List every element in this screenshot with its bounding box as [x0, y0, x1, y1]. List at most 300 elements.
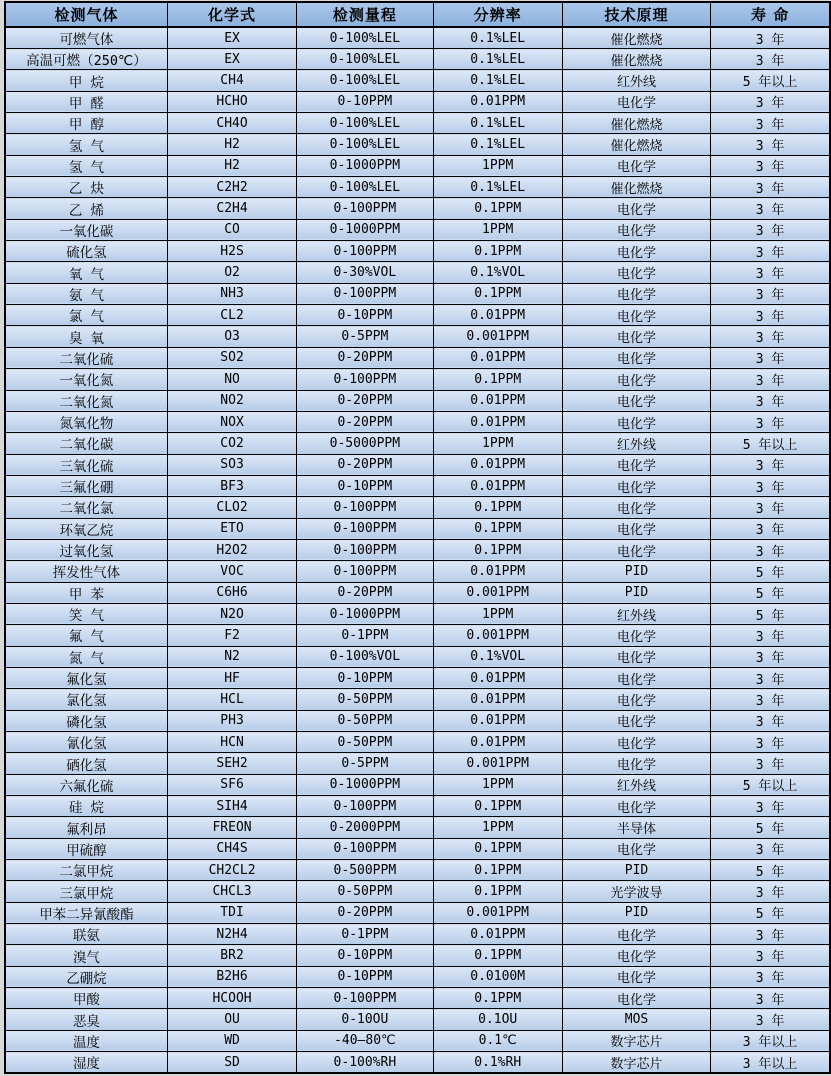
table-row — [5, 667, 830, 688]
gas-sensor-spec-table — [4, 1, 831, 1074]
table-cell-range: 0-20PPM — [297, 454, 433, 475]
table-cell-resolution: 0.001PPM — [433, 753, 562, 774]
table-row — [5, 603, 830, 624]
table-cell-lifespan: 5 年以上 — [711, 774, 830, 795]
table-cell-range: 0-100PPM — [297, 283, 433, 304]
table-cell-principle: 电化学 — [562, 241, 710, 262]
table-row — [5, 796, 830, 817]
table-row — [5, 27, 830, 49]
table-cell-gas: 六氟化硫 — [5, 774, 167, 795]
table-cell-lifespan: 3 年 — [711, 924, 830, 945]
table-cell-lifespan: 3 年 — [711, 283, 830, 304]
table-cell-formula: H2 — [167, 134, 296, 155]
table-cell-formula: HCHO — [167, 91, 296, 112]
table-cell-lifespan: 3 年 — [711, 518, 830, 539]
table-cell-resolution: 0.1PPM — [433, 796, 562, 817]
table-cell-gas: 甲酸 — [5, 988, 167, 1009]
table-cell-range: 0-100PPM — [297, 796, 433, 817]
table-cell-lifespan: 5 年 — [711, 902, 830, 923]
table-cell-gas: 甲 醇 — [5, 113, 167, 134]
table-cell-lifespan: 3 年 — [711, 326, 830, 347]
table-cell-principle: PID — [562, 902, 710, 923]
table-row — [5, 582, 830, 603]
table-row — [5, 561, 830, 582]
table-cell-formula: EX — [167, 49, 296, 70]
table-row — [5, 433, 830, 454]
table-cell-formula: O3 — [167, 326, 296, 347]
table-cell-gas: 氟化氢 — [5, 667, 167, 688]
table-cell-range: 0-100%LEL — [297, 177, 433, 198]
table-cell-resolution: 0.01PPM — [433, 454, 562, 475]
table-row — [5, 91, 830, 112]
table-cell-principle: 红外线 — [562, 603, 710, 624]
table-row — [5, 326, 830, 347]
table-cell-lifespan: 5 年 — [711, 860, 830, 881]
table-cell-lifespan: 5 年 — [711, 817, 830, 838]
table-cell-gas: 二氧化氮 — [5, 390, 167, 411]
table-cell-principle: 电化学 — [562, 966, 710, 987]
table-row — [5, 497, 830, 518]
table-row — [5, 881, 830, 902]
table-row — [5, 966, 830, 987]
table-cell-principle: 电化学 — [562, 625, 710, 646]
table-cell-resolution: 0.1PPM — [433, 497, 562, 518]
table-row — [5, 518, 830, 539]
table-cell-gas: 氯化氢 — [5, 689, 167, 710]
table-cell-principle: 红外线 — [562, 70, 710, 91]
table-cell-range: 0-100%LEL — [297, 49, 433, 70]
table-cell-range: 0-10PPM — [297, 966, 433, 987]
table-cell-range: 0-100PPM — [297, 241, 433, 262]
table-cell-range: 0-100%VOL — [297, 646, 433, 667]
table-cell-principle: 电化学 — [562, 305, 710, 326]
table-cell-gas: 二氯甲烷 — [5, 860, 167, 881]
table-row — [5, 817, 830, 838]
table-cell-gas: 硅 烷 — [5, 796, 167, 817]
table-cell-resolution: 0.1PPM — [433, 881, 562, 902]
table-row — [5, 1009, 830, 1030]
table-cell-lifespan: 3 年 — [711, 838, 830, 859]
table-cell-gas: 甲硫醇 — [5, 838, 167, 859]
table-cell-lifespan: 3 年 — [711, 753, 830, 774]
table-cell-resolution: 0.01PPM — [433, 710, 562, 731]
table-cell-gas: 过氧化氢 — [5, 539, 167, 560]
table-cell-range: 0-50PPM — [297, 881, 433, 902]
table-cell-formula: CH2CL2 — [167, 860, 296, 881]
table-cell-formula: CO2 — [167, 433, 296, 454]
table-cell-range: 0-5PPM — [297, 326, 433, 347]
table-cell-lifespan: 3 年 — [711, 625, 830, 646]
table-row — [5, 1052, 830, 1074]
table-cell-range: 0-1PPM — [297, 625, 433, 646]
table-cell-formula: N2H4 — [167, 924, 296, 945]
table-cell-resolution: 0.0100M — [433, 966, 562, 987]
table-cell-lifespan: 3 年 — [711, 177, 830, 198]
table-cell-principle: 电化学 — [562, 411, 710, 432]
table-cell-gas: 臭 氧 — [5, 326, 167, 347]
table-row — [5, 539, 830, 560]
table-cell-resolution: 0.1%LEL — [433, 134, 562, 155]
table-cell-formula: OU — [167, 1009, 296, 1030]
table-row — [5, 262, 830, 283]
table-cell-lifespan: 3 年 — [711, 988, 830, 1009]
table-cell-gas: 甲苯二异氰酸酯 — [5, 902, 167, 923]
table-cell-range: 0-100%RH — [297, 1052, 433, 1074]
table-body — [5, 27, 830, 1073]
table-cell-lifespan: 5 年 — [711, 561, 830, 582]
table-cell-lifespan: 3 年 — [711, 91, 830, 112]
table-cell-gas: 氧 气 — [5, 262, 167, 283]
table-cell-gas: 二氧化碳 — [5, 433, 167, 454]
table-cell-resolution: 0.1PPM — [433, 369, 562, 390]
table-cell-range: 0-100%LEL — [297, 70, 433, 91]
table-cell-principle: 电化学 — [562, 390, 710, 411]
table-cell-resolution: 0.1%LEL — [433, 27, 562, 49]
table-cell-formula: EX — [167, 27, 296, 49]
table-cell-formula: N2 — [167, 646, 296, 667]
table-row — [5, 475, 830, 496]
table-cell-range: 0-10PPM — [297, 305, 433, 326]
table-cell-formula: CHCL3 — [167, 881, 296, 902]
table-cell-resolution: 0.01PPM — [433, 411, 562, 432]
table-cell-formula: HCN — [167, 732, 296, 753]
table-cell-range: 0-30%VOL — [297, 262, 433, 283]
table-cell-gas: 甲 醛 — [5, 91, 167, 112]
table-cell-principle: 电化学 — [562, 518, 710, 539]
table-cell-principle: 电化学 — [562, 369, 710, 390]
table-row — [5, 134, 830, 155]
table-cell-principle: 红外线 — [562, 774, 710, 795]
table-cell-resolution: 0.1PPM — [433, 860, 562, 881]
table-cell-range: 0-100PPM — [297, 198, 433, 219]
table-cell-formula: CH4S — [167, 838, 296, 859]
table-cell-resolution: 0.01PPM — [433, 689, 562, 710]
table-cell-lifespan: 3 年 — [711, 198, 830, 219]
table-cell-formula: CO — [167, 219, 296, 240]
header-row — [5, 2, 830, 27]
table-row — [5, 219, 830, 240]
table-cell-lifespan: 3 年 — [711, 155, 830, 176]
table-cell-range: 0-1000PPM — [297, 219, 433, 240]
table-cell-gas: 氨 气 — [5, 283, 167, 304]
table-row — [5, 689, 830, 710]
table-cell-principle: 催化燃烧 — [562, 49, 710, 70]
table-cell-lifespan: 3 年 — [711, 689, 830, 710]
table-cell-principle: PID — [562, 582, 710, 603]
table-cell-formula: PH3 — [167, 710, 296, 731]
table-row — [5, 49, 830, 70]
table-cell-lifespan: 3 年 — [711, 1009, 830, 1030]
table-cell-principle: 电化学 — [562, 646, 710, 667]
table-cell-lifespan: 3 年 — [711, 945, 830, 966]
table-row — [5, 283, 830, 304]
table-cell-formula: NH3 — [167, 283, 296, 304]
table-cell-formula: H2S — [167, 241, 296, 262]
table-cell-resolution: 0.01PPM — [433, 390, 562, 411]
table-cell-lifespan: 3 年以上 — [711, 1052, 830, 1074]
table-cell-range: 0-50PPM — [297, 710, 433, 731]
table-cell-lifespan: 3 年 — [711, 219, 830, 240]
table-cell-lifespan: 3 年 — [711, 241, 830, 262]
table-cell-resolution: 0.1PPM — [433, 988, 562, 1009]
table-cell-formula: WD — [167, 1030, 296, 1051]
table-cell-gas: 三氟化硼 — [5, 475, 167, 496]
table-cell-resolution: 0.1%LEL — [433, 113, 562, 134]
table-cell-gas: 氢 气 — [5, 134, 167, 155]
table-cell-lifespan: 3 年 — [711, 881, 830, 902]
table-cell-range: 0-1000PPM — [297, 155, 433, 176]
table-cell-gas: 氟利昂 — [5, 817, 167, 838]
table-cell-formula: B2H6 — [167, 966, 296, 987]
table-cell-lifespan: 3 年 — [711, 134, 830, 155]
table-cell-formula: BR2 — [167, 945, 296, 966]
table-cell-range: 0-10PPM — [297, 91, 433, 112]
table-cell-formula: H2 — [167, 155, 296, 176]
table-row — [5, 198, 830, 219]
table-cell-gas: 氰化氢 — [5, 732, 167, 753]
table-cell-principle: 电化学 — [562, 689, 710, 710]
table-cell-range: 0-100PPM — [297, 539, 433, 560]
table-cell-gas: 一氧化碳 — [5, 219, 167, 240]
table-cell-range: -40—80℃ — [297, 1030, 433, 1051]
table-cell-principle: 电化学 — [562, 155, 710, 176]
table-cell-gas: 乙 炔 — [5, 177, 167, 198]
table-cell-lifespan: 3 年 — [711, 347, 830, 368]
table-cell-resolution: 0.1PPM — [433, 283, 562, 304]
table-cell-gas: 氢 气 — [5, 155, 167, 176]
table-row — [5, 860, 830, 881]
table-cell-principle: 电化学 — [562, 945, 710, 966]
table-cell-principle: 催化燃烧 — [562, 177, 710, 198]
table-cell-formula: C2H4 — [167, 198, 296, 219]
table-row — [5, 902, 830, 923]
table-cell-lifespan: 5 年 — [711, 603, 830, 624]
table-cell-range: 0-20PPM — [297, 902, 433, 923]
table-cell-lifespan: 3 年以上 — [711, 1030, 830, 1051]
table-row — [5, 347, 830, 368]
table-cell-range: 0-1000PPM — [297, 603, 433, 624]
table-cell-gas: 二氧化硫 — [5, 347, 167, 368]
table-cell-principle: 电化学 — [562, 924, 710, 945]
table-cell-resolution: 0.001PPM — [433, 326, 562, 347]
table-cell-gas: 一氧化氮 — [5, 369, 167, 390]
table-cell-principle: 电化学 — [562, 753, 710, 774]
table-cell-resolution: 0.1PPM — [433, 198, 562, 219]
table-cell-lifespan: 3 年 — [711, 49, 830, 70]
table-cell-resolution: 0.01PPM — [433, 924, 562, 945]
table-row — [5, 454, 830, 475]
table-cell-range: 0-2000PPM — [297, 817, 433, 838]
table-cell-resolution: 1PPM — [433, 774, 562, 795]
table-cell-formula: SO2 — [167, 347, 296, 368]
table-cell-formula: ETO — [167, 518, 296, 539]
table-cell-principle: 电化学 — [562, 262, 710, 283]
table-cell-lifespan: 3 年 — [711, 475, 830, 496]
table-cell-formula: HCL — [167, 689, 296, 710]
table-cell-principle: 电化学 — [562, 732, 710, 753]
table-row — [5, 646, 830, 667]
table-cell-range: 0-20PPM — [297, 411, 433, 432]
table-cell-range: 0-50PPM — [297, 732, 433, 753]
table-cell-formula: FREON — [167, 817, 296, 838]
table-cell-resolution: 0.1%LEL — [433, 177, 562, 198]
table-cell-range: 0-10PPM — [297, 475, 433, 496]
table-row — [5, 945, 830, 966]
table-row — [5, 369, 830, 390]
table-cell-principle: 电化学 — [562, 219, 710, 240]
table-cell-lifespan: 3 年 — [711, 454, 830, 475]
table-cell-formula: F2 — [167, 625, 296, 646]
table-cell-range: 0-20PPM — [297, 390, 433, 411]
table-row — [5, 155, 830, 176]
table-cell-lifespan: 3 年 — [711, 262, 830, 283]
table-cell-range: 0-5000PPM — [297, 433, 433, 454]
table-cell-formula: NO2 — [167, 390, 296, 411]
table-cell-principle: 电化学 — [562, 539, 710, 560]
table-row — [5, 924, 830, 945]
table-cell-resolution: 0.1%RH — [433, 1052, 562, 1074]
table-cell-resolution: 0.01PPM — [433, 305, 562, 326]
table-cell-principle: PID — [562, 561, 710, 582]
table-cell-lifespan: 3 年 — [711, 966, 830, 987]
table-cell-principle: 光学波导 — [562, 881, 710, 902]
table-cell-lifespan: 3 年 — [711, 113, 830, 134]
table-cell-gas: 三氧化硫 — [5, 454, 167, 475]
table-cell-formula: N2O — [167, 603, 296, 624]
table-cell-range: 0-5PPM — [297, 753, 433, 774]
table-cell-gas: 硫化氢 — [5, 241, 167, 262]
table-row — [5, 411, 830, 432]
table-cell-formula: SF6 — [167, 774, 296, 795]
table-cell-resolution: 0.001PPM — [433, 625, 562, 646]
table-cell-formula: BF3 — [167, 475, 296, 496]
table-cell-resolution: 0.1%LEL — [433, 70, 562, 91]
table-cell-resolution: 0.1PPM — [433, 539, 562, 560]
table-cell-principle: 催化燃烧 — [562, 27, 710, 49]
table-cell-principle: 电化学 — [562, 667, 710, 688]
table-cell-lifespan: 3 年 — [711, 411, 830, 432]
table-cell-formula: C2H2 — [167, 177, 296, 198]
table-cell-resolution: 0.1PPM — [433, 241, 562, 262]
table-cell-gas: 联氨 — [5, 924, 167, 945]
table-cell-principle: 催化燃烧 — [562, 134, 710, 155]
table-row — [5, 774, 830, 795]
table-cell-gas: 溴气 — [5, 945, 167, 966]
table-cell-resolution: 0.01PPM — [433, 91, 562, 112]
table-cell-range: 0-1PPM — [297, 924, 433, 945]
table-cell-formula: C6H6 — [167, 582, 296, 603]
table-row — [5, 241, 830, 262]
table-cell-principle: 电化学 — [562, 347, 710, 368]
table-cell-range: 0-500PPM — [297, 860, 433, 881]
table-cell-range: 0-100%LEL — [297, 134, 433, 155]
table-cell-lifespan: 3 年 — [711, 27, 830, 49]
table-cell-principle: 电化学 — [562, 710, 710, 731]
table-row — [5, 1030, 830, 1051]
table-cell-gas: 氮氧化物 — [5, 411, 167, 432]
table-cell-gas: 高温可燃（250℃） — [5, 49, 167, 70]
table-cell-formula: CLO2 — [167, 497, 296, 518]
table-row — [5, 113, 830, 134]
table-cell-principle: 电化学 — [562, 283, 710, 304]
table-cell-resolution: 0.1PPM — [433, 838, 562, 859]
table-row — [5, 753, 830, 774]
table-cell-range: 0-1000PPM — [297, 774, 433, 795]
table-cell-resolution: 0.1%VOL — [433, 646, 562, 667]
table-cell-range: 0-20PPM — [297, 347, 433, 368]
table-cell-formula: HCOOH — [167, 988, 296, 1009]
table-cell-gas: 甲 烷 — [5, 70, 167, 91]
table-cell-principle: 电化学 — [562, 796, 710, 817]
table-cell-principle: 电化学 — [562, 475, 710, 496]
table-cell-formula: CH4 — [167, 70, 296, 91]
table-cell-principle: 半导体 — [562, 817, 710, 838]
table-cell-principle: 电化学 — [562, 988, 710, 1009]
table-cell-range: 0-100PPM — [297, 518, 433, 539]
table-cell-gas: 恶臭 — [5, 1009, 167, 1030]
table-cell-lifespan: 3 年 — [711, 390, 830, 411]
table-cell-lifespan: 3 年 — [711, 732, 830, 753]
table-cell-formula: VOC — [167, 561, 296, 582]
table-cell-range: 0-100PPM — [297, 369, 433, 390]
table-cell-resolution: 0.1%LEL — [433, 49, 562, 70]
table-cell-resolution: 0.1%VOL — [433, 262, 562, 283]
table-cell-resolution: 0.001PPM — [433, 582, 562, 603]
table-cell-lifespan: 5 年以上 — [711, 70, 830, 91]
table-cell-range: 0-100%LEL — [297, 113, 433, 134]
column-header-lifespan: 寿 命 — [711, 2, 830, 27]
table-cell-resolution: 1PPM — [433, 603, 562, 624]
table-cell-lifespan: 3 年 — [711, 646, 830, 667]
column-header-resolution: 分辨率 — [433, 2, 562, 27]
table-cell-gas: 乙 烯 — [5, 198, 167, 219]
table-cell-range: 0-100PPM — [297, 497, 433, 518]
table-cell-gas: 硒化氢 — [5, 753, 167, 774]
table-cell-gas: 甲 苯 — [5, 582, 167, 603]
column-header-range: 检测量程 — [297, 2, 433, 27]
table-cell-gas: 氯 气 — [5, 305, 167, 326]
column-header-gas: 检测气体 — [5, 2, 167, 27]
column-header-formula: 化学式 — [167, 2, 296, 27]
table-cell-range: 0-50PPM — [297, 689, 433, 710]
table-cell-lifespan: 3 年 — [711, 497, 830, 518]
table-cell-formula: SD — [167, 1052, 296, 1074]
table-cell-resolution: 0.01PPM — [433, 667, 562, 688]
table-cell-resolution: 1PPM — [433, 817, 562, 838]
table-cell-formula: CH4O — [167, 113, 296, 134]
table-cell-lifespan: 5 年 — [711, 582, 830, 603]
table-cell-resolution: 0.001PPM — [433, 902, 562, 923]
table-cell-resolution: 1PPM — [433, 433, 562, 454]
column-header-principle: 技术原理 — [562, 2, 710, 27]
table-row — [5, 177, 830, 198]
table-cell-formula: SEH2 — [167, 753, 296, 774]
table-cell-range: 0-100PPM — [297, 561, 433, 582]
table-cell-formula: O2 — [167, 262, 296, 283]
table-cell-principle: 电化学 — [562, 454, 710, 475]
table-cell-gas: 三氯甲烷 — [5, 881, 167, 902]
table-cell-resolution: 0.1OU — [433, 1009, 562, 1030]
table-cell-lifespan: 5 年以上 — [711, 433, 830, 454]
table-cell-lifespan: 3 年 — [711, 305, 830, 326]
table-cell-resolution: 0.1PPM — [433, 945, 562, 966]
table-cell-lifespan: 3 年 — [711, 539, 830, 560]
table-cell-gas: 乙硼烷 — [5, 966, 167, 987]
table-cell-gas: 二氧化氯 — [5, 497, 167, 518]
table-cell-formula: NOX — [167, 411, 296, 432]
table-cell-formula: HF — [167, 667, 296, 688]
table-cell-resolution: 0.1℃ — [433, 1030, 562, 1051]
